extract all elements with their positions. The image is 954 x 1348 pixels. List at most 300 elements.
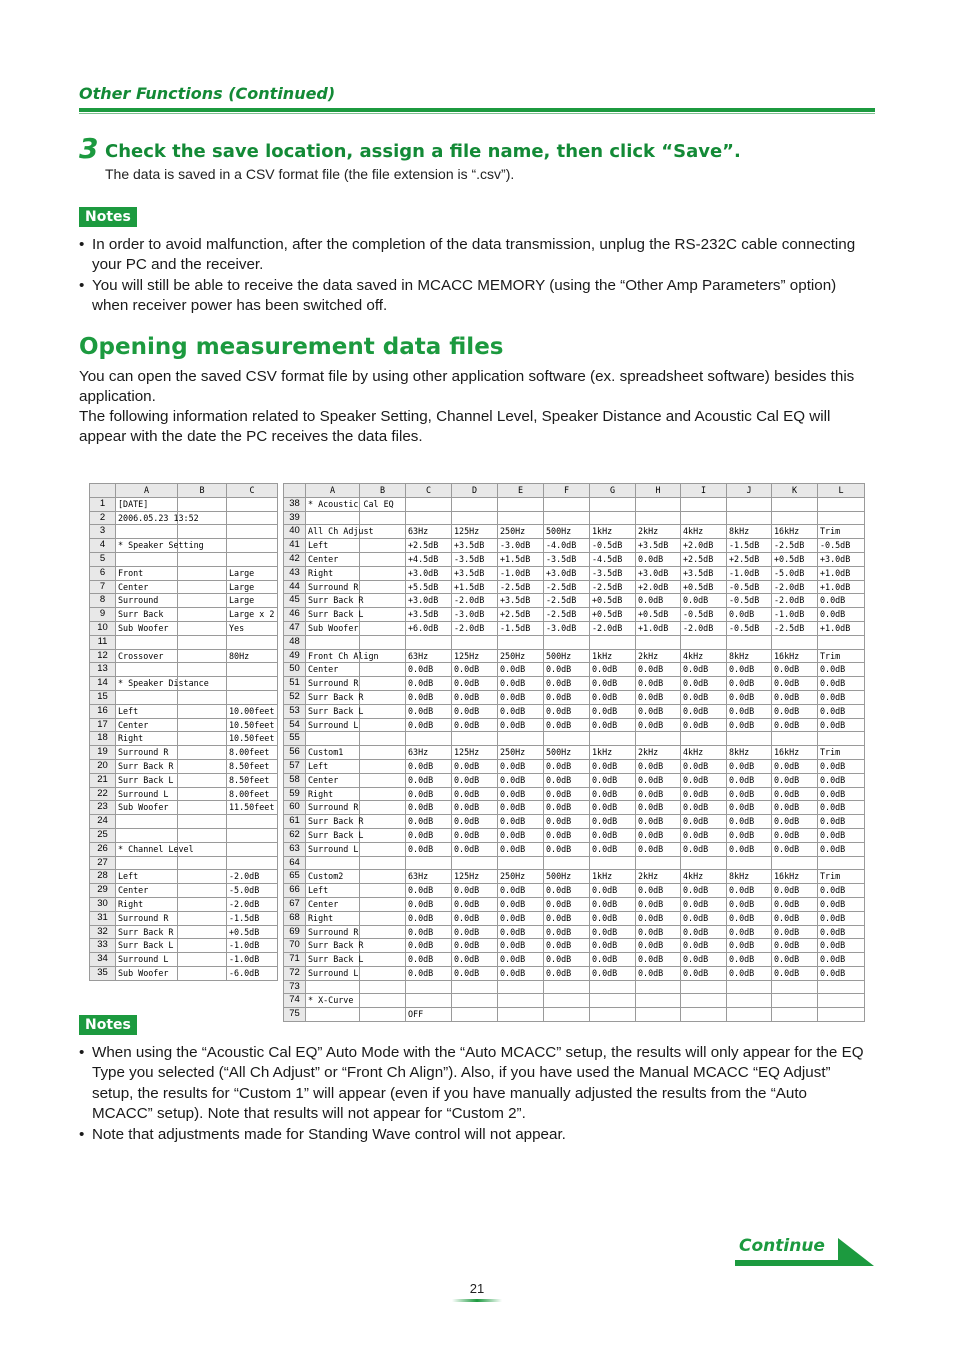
table-cell: Surr Back L (116, 939, 178, 953)
row-number: 69 (284, 925, 306, 939)
table-cell: +0.5dB (772, 552, 818, 566)
table-cell: 0.0dB (818, 953, 865, 967)
table-cell: 0.0dB (498, 884, 544, 898)
table-cell (227, 525, 278, 539)
table-cell (178, 801, 227, 815)
table-cell (681, 497, 727, 511)
table-cell (498, 635, 544, 649)
table-cell: Surround R (116, 746, 178, 760)
table-cell: 0.0dB (498, 815, 544, 829)
table-cell: 0.0dB (452, 828, 498, 842)
table-cell: 0.0dB (406, 759, 452, 773)
table-cell (590, 1008, 636, 1022)
table-cell: +1.5dB (452, 580, 498, 594)
table-cell (360, 842, 406, 856)
table-cell: 0.0dB (544, 759, 590, 773)
table-cell: 0.0dB (406, 925, 452, 939)
continue-indicator (735, 1236, 875, 1269)
table-cell: 10.50feet (227, 718, 278, 732)
column-header: F (544, 484, 590, 498)
row-number: 15 (90, 690, 116, 704)
table-cell (360, 925, 406, 939)
table-cell: -0.5dB (727, 621, 772, 635)
row-number: 4 (90, 539, 116, 553)
table-cell: Surr Back R (306, 690, 360, 704)
table-cell: 0.0dB (590, 939, 636, 953)
table-row (284, 897, 865, 911)
table-cell: 0.0dB (727, 828, 772, 842)
table-cell: 0.0dB (452, 966, 498, 980)
continue-arrow-icon (838, 1238, 874, 1266)
row-number: 8 (90, 594, 116, 608)
table-cell: 0.0dB (818, 677, 865, 691)
table-cell (772, 732, 818, 746)
table-cell: Center (116, 884, 178, 898)
table-cell: 0.0dB (590, 815, 636, 829)
table-row (90, 801, 278, 815)
table-cell: 0.0dB (544, 773, 590, 787)
table-cell: 500Hz (544, 649, 590, 663)
table-cell: 0.0dB (681, 939, 727, 953)
table-cell (116, 815, 178, 829)
table-cell: 0.0dB (727, 677, 772, 691)
table-cell: +0.5dB (636, 608, 681, 622)
corner-cell (284, 484, 306, 498)
table-cell: 500Hz (544, 746, 590, 760)
table-row (284, 608, 865, 622)
table-cell: 0.0dB (636, 787, 681, 801)
table-cell: 1kHz (590, 649, 636, 663)
column-header: I (681, 484, 727, 498)
table-cell: 0.0dB (406, 911, 452, 925)
table-cell: -1.0dB (772, 608, 818, 622)
row-number: 74 (284, 994, 306, 1008)
row-number: 45 (284, 594, 306, 608)
table-cell: 4kHz (681, 870, 727, 884)
table-cell (178, 621, 227, 635)
table-cell (360, 635, 406, 649)
table-cell (406, 980, 452, 994)
table-cell: +3.5dB (636, 539, 681, 553)
notes-badge-2 (79, 1016, 137, 1034)
table-cell: Center (116, 718, 178, 732)
row-number: 40 (284, 525, 306, 539)
table-cell (590, 497, 636, 511)
table-row (90, 787, 278, 801)
table-cell (636, 511, 681, 525)
row-number: 14 (90, 677, 116, 691)
table-cell: * Speaker Setting (116, 539, 178, 553)
table-cell (178, 897, 227, 911)
row-number: 26 (90, 842, 116, 856)
table-cell: 0.0dB (818, 815, 865, 829)
table-cell: 0.0dB (727, 815, 772, 829)
table-cell (116, 525, 178, 539)
row-number: 1 (90, 497, 116, 511)
table-row (90, 746, 278, 760)
table-cell: 0.0dB (544, 828, 590, 842)
table-cell: 0.0dB (452, 925, 498, 939)
column-header: D (452, 484, 498, 498)
table-cell: Left (306, 759, 360, 773)
table-row (90, 539, 278, 553)
table-cell: 0.0dB (727, 884, 772, 898)
table-cell: 0.0dB (498, 966, 544, 980)
table-row (90, 594, 278, 608)
row-number: 44 (284, 580, 306, 594)
table-cell: [DATE] (116, 497, 178, 511)
row-number: 12 (90, 649, 116, 663)
row-number: 46 (284, 608, 306, 622)
table-cell: 0.0dB (544, 884, 590, 898)
table-cell (116, 690, 178, 704)
table-cell: 10.50feet (227, 732, 278, 746)
table-cell: -2.0dB (772, 580, 818, 594)
table-cell (360, 856, 406, 870)
table-cell: -2.5dB (498, 580, 544, 594)
row-number: 41 (284, 539, 306, 553)
table-cell (360, 594, 406, 608)
table-row (284, 801, 865, 815)
table-cell (360, 732, 406, 746)
table-cell (178, 718, 227, 732)
table-cell: 0.0dB (498, 718, 544, 732)
table-cell (360, 980, 406, 994)
table-cell: 0.0dB (818, 594, 865, 608)
table-row (90, 525, 278, 539)
row-number: 39 (284, 511, 306, 525)
table-cell: Center (306, 663, 360, 677)
table-cell (178, 759, 227, 773)
table-cell (360, 815, 406, 829)
row-number: 54 (284, 718, 306, 732)
table-cell (360, 566, 406, 580)
row-number: 29 (90, 884, 116, 898)
row-number: 55 (284, 732, 306, 746)
table-cell: 8.00feet (227, 787, 278, 801)
table-cell (727, 635, 772, 649)
table-cell (544, 732, 590, 746)
table-cell: 0.0dB (818, 884, 865, 898)
table-cell: 8kHz (727, 649, 772, 663)
table-cell: -5.0dB (772, 566, 818, 580)
table-cell (227, 842, 278, 856)
table-cell: 0.0dB (590, 828, 636, 842)
table-cell (727, 994, 772, 1008)
table-cell: -2.0dB (772, 594, 818, 608)
table-cell: 0.0dB (544, 801, 590, 815)
table-cell: -2.0dB (452, 594, 498, 608)
table-cell: 1kHz (590, 746, 636, 760)
table-cell (227, 552, 278, 566)
table-cell (772, 497, 818, 511)
table-cell (818, 980, 865, 994)
table-cell: Surround R (306, 801, 360, 815)
table-cell: +1.0dB (818, 580, 865, 594)
table-row (90, 773, 278, 787)
table-cell (681, 732, 727, 746)
table-cell: 0.0dB (406, 801, 452, 815)
table-cell: -1.0dB (227, 939, 278, 953)
table-cell (360, 828, 406, 842)
table-row (90, 842, 278, 856)
table-cell: -3.0dB (544, 621, 590, 635)
table-cell: 125Hz (452, 746, 498, 760)
table-cell: 63Hz (406, 649, 452, 663)
table-cell: Left (116, 704, 178, 718)
table-cell: 0.0dB (544, 897, 590, 911)
table-cell: 0.0dB (498, 759, 544, 773)
table-cell (178, 704, 227, 718)
paragraph: The following information related to Speaker Setting, Channel Level, Speaker Distance and Acoustic Cal EQ will appear with the date the PC receives the data files. (79, 408, 831, 446)
table-cell: 0.0dB (772, 704, 818, 718)
table-cell: 0.0dB (590, 787, 636, 801)
table-row (284, 732, 865, 746)
column-header: L (818, 484, 865, 498)
row-number: 63 (284, 842, 306, 856)
table-cell: 0.0dB (818, 828, 865, 842)
column-header-row (284, 484, 865, 498)
table-cell: 0.0dB (452, 677, 498, 691)
row-number: 51 (284, 677, 306, 691)
row-number: 27 (90, 856, 116, 870)
table-cell: 16kHz (772, 870, 818, 884)
list-item: • You will still be able to receive the data saved in MCACC MEMORY (using the “Other Amp Parameters” option) when receiver power has been switched off. (79, 276, 869, 317)
table-cell (360, 677, 406, 691)
table-cell: +2.5dB (681, 552, 727, 566)
table-cell: 0.0dB (727, 953, 772, 967)
table-cell: 250Hz (498, 525, 544, 539)
table-cell: 0.0dB (772, 815, 818, 829)
table-cell (360, 704, 406, 718)
row-number: 65 (284, 870, 306, 884)
table-cell: 0.0dB (590, 842, 636, 856)
table-cell: 0.0dB (498, 773, 544, 787)
row-number: 66 (284, 884, 306, 898)
table-cell (681, 1008, 727, 1022)
table-cell: 0.0dB (772, 897, 818, 911)
row-number: 73 (284, 980, 306, 994)
table-cell (178, 828, 227, 842)
table-cell: Trim (818, 649, 865, 663)
table-cell: 0.0dB (406, 773, 452, 787)
table-cell: 0.0dB (636, 690, 681, 704)
table-cell (178, 525, 227, 539)
table-cell (178, 911, 227, 925)
notes-label: Notes (79, 1015, 137, 1035)
table-cell: 0.0dB (544, 939, 590, 953)
table-cell: Custom2 (306, 870, 360, 884)
table-cell: 0.0dB (498, 677, 544, 691)
row-number: 25 (90, 828, 116, 842)
table-cell: 0.0dB (498, 925, 544, 939)
table-cell (681, 635, 727, 649)
column-header: E (498, 484, 544, 498)
table-cell (818, 497, 865, 511)
list-item: • In order to avoid malfunction, after the completion of the data transmission, unplug the RS-232C cable connecting your PC and the receiver. (79, 235, 869, 276)
table-row (284, 621, 865, 635)
table-cell: Right (306, 787, 360, 801)
table-cell (498, 980, 544, 994)
table-cell: 0.0dB (727, 966, 772, 980)
row-number: 9 (90, 608, 116, 622)
table-cell (544, 635, 590, 649)
table-cell: 8kHz (727, 525, 772, 539)
table-cell: 0.0dB (772, 677, 818, 691)
row-number: 5 (90, 552, 116, 566)
table-cell: Trim (818, 746, 865, 760)
table-cell: 0.0dB (818, 608, 865, 622)
table-cell: 11.50feet (227, 801, 278, 815)
table-cell: -5.0dB (227, 884, 278, 898)
table-cell: -2.0dB (227, 870, 278, 884)
table-cell: 0.0dB (544, 911, 590, 925)
table-cell: 0.0dB (772, 953, 818, 967)
table-cell: +6.0dB (406, 621, 452, 635)
table-cell: 0.0dB (727, 759, 772, 773)
table-row (90, 925, 278, 939)
row-number: 6 (90, 566, 116, 580)
table-cell: 0.0dB (636, 552, 681, 566)
table-cell: 2kHz (636, 649, 681, 663)
table-cell: 63Hz (406, 525, 452, 539)
table-cell (498, 497, 544, 511)
table-cell: 1kHz (590, 870, 636, 884)
table-cell: 0.0dB (498, 842, 544, 856)
table-row (284, 718, 865, 732)
table-row (90, 635, 278, 649)
table-cell: 2kHz (636, 525, 681, 539)
table-cell (772, 1008, 818, 1022)
table-cell (178, 870, 227, 884)
table-row (90, 966, 278, 980)
row-number: 30 (90, 897, 116, 911)
table-cell: 0.0dB (452, 815, 498, 829)
table-cell: 0.0dB (544, 966, 590, 980)
table-cell: 0.0dB (681, 897, 727, 911)
row-number: 35 (90, 966, 116, 980)
table-row (284, 759, 865, 773)
spreadsheet-right (283, 483, 865, 1022)
table-cell: 0.0dB (772, 787, 818, 801)
table-cell: 8.50feet (227, 773, 278, 787)
table-cell: 0.0dB (727, 801, 772, 815)
table-cell (360, 870, 406, 884)
table-cell: -2.0dB (227, 897, 278, 911)
table-cell: 0.0dB (590, 897, 636, 911)
table-cell: 0.0dB (818, 939, 865, 953)
table-cell (306, 511, 360, 525)
table-row (90, 884, 278, 898)
table-row (90, 580, 278, 594)
row-number: 38 (284, 497, 306, 511)
table-cell: -0.5dB (727, 594, 772, 608)
table-cell: Yes (227, 621, 278, 635)
table-cell: 0.0dB (681, 911, 727, 925)
table-cell: 250Hz (498, 870, 544, 884)
table-cell: 0.0dB (498, 897, 544, 911)
list-item: • Note that adjustments made for Standing Wave control will not appear. (79, 1125, 869, 1145)
column-header: H (636, 484, 681, 498)
table-cell: +3.0dB (544, 566, 590, 580)
table-cell: 250Hz (498, 649, 544, 663)
table-row (90, 897, 278, 911)
table-cell: +2.0dB (636, 580, 681, 594)
table-cell (590, 732, 636, 746)
table-row (90, 911, 278, 925)
table-cell: 0.0dB (636, 801, 681, 815)
row-number: 57 (284, 759, 306, 773)
table-cell: 0.0dB (498, 911, 544, 925)
table-cell: 0.0dB (727, 787, 772, 801)
table-cell: +4.5dB (406, 552, 452, 566)
table-cell (544, 497, 590, 511)
table-cell (452, 856, 498, 870)
table-cell: 0.0dB (544, 663, 590, 677)
table-cell: 0.0dB (590, 690, 636, 704)
table-cell: 0.0dB (590, 801, 636, 815)
table-cell: 500Hz (544, 870, 590, 884)
row-number: 10 (90, 621, 116, 635)
table-row (284, 911, 865, 925)
header-rule (79, 108, 875, 112)
table-cell: Surr Back L (306, 608, 360, 622)
table-cell: -2.5dB (772, 621, 818, 635)
table-cell (306, 732, 360, 746)
table-cell (227, 856, 278, 870)
table-cell (360, 911, 406, 925)
notes-list-1 (79, 235, 869, 317)
table-cell: -3.0dB (452, 608, 498, 622)
table-cell (306, 1008, 360, 1022)
table-cell: +3.5dB (498, 594, 544, 608)
table-cell: Surround (116, 594, 178, 608)
table-cell: 0.0dB (727, 690, 772, 704)
table-cell: 0.0dB (636, 718, 681, 732)
row-number: 50 (284, 663, 306, 677)
table-cell: All Ch Adjust (306, 525, 360, 539)
table-cell: -2.0dB (681, 621, 727, 635)
table-cell: 0.0dB (452, 884, 498, 898)
section-title: Opening measurement data files (79, 334, 504, 360)
table-cell: 0.0dB (772, 773, 818, 787)
table-cell: 0.0dB (818, 690, 865, 704)
table-cell: 0.0dB (727, 842, 772, 856)
table-cell (636, 635, 681, 649)
table-cell: 0.0dB (727, 718, 772, 732)
table-cell: -1.5dB (227, 911, 278, 925)
table-cell: 0.0dB (727, 939, 772, 953)
table-row (284, 925, 865, 939)
table-cell: +2.5dB (406, 539, 452, 553)
table-row (284, 525, 865, 539)
table-cell: Left (116, 870, 178, 884)
table-cell: Surr Back L (306, 704, 360, 718)
table-cell (227, 511, 278, 525)
table-cell: 0.0dB (498, 690, 544, 704)
table-cell: Surr Back R (306, 815, 360, 829)
table-cell: 0.0dB (727, 663, 772, 677)
table-cell (360, 759, 406, 773)
table-cell: Surround L (306, 842, 360, 856)
table-row (284, 856, 865, 870)
table-cell (360, 1008, 406, 1022)
column-header: B (360, 484, 406, 498)
row-number: 43 (284, 566, 306, 580)
table-cell: Sub Woofer (116, 966, 178, 980)
table-cell: * X-Curve (306, 994, 360, 1008)
table-cell: +3.0dB (406, 594, 452, 608)
